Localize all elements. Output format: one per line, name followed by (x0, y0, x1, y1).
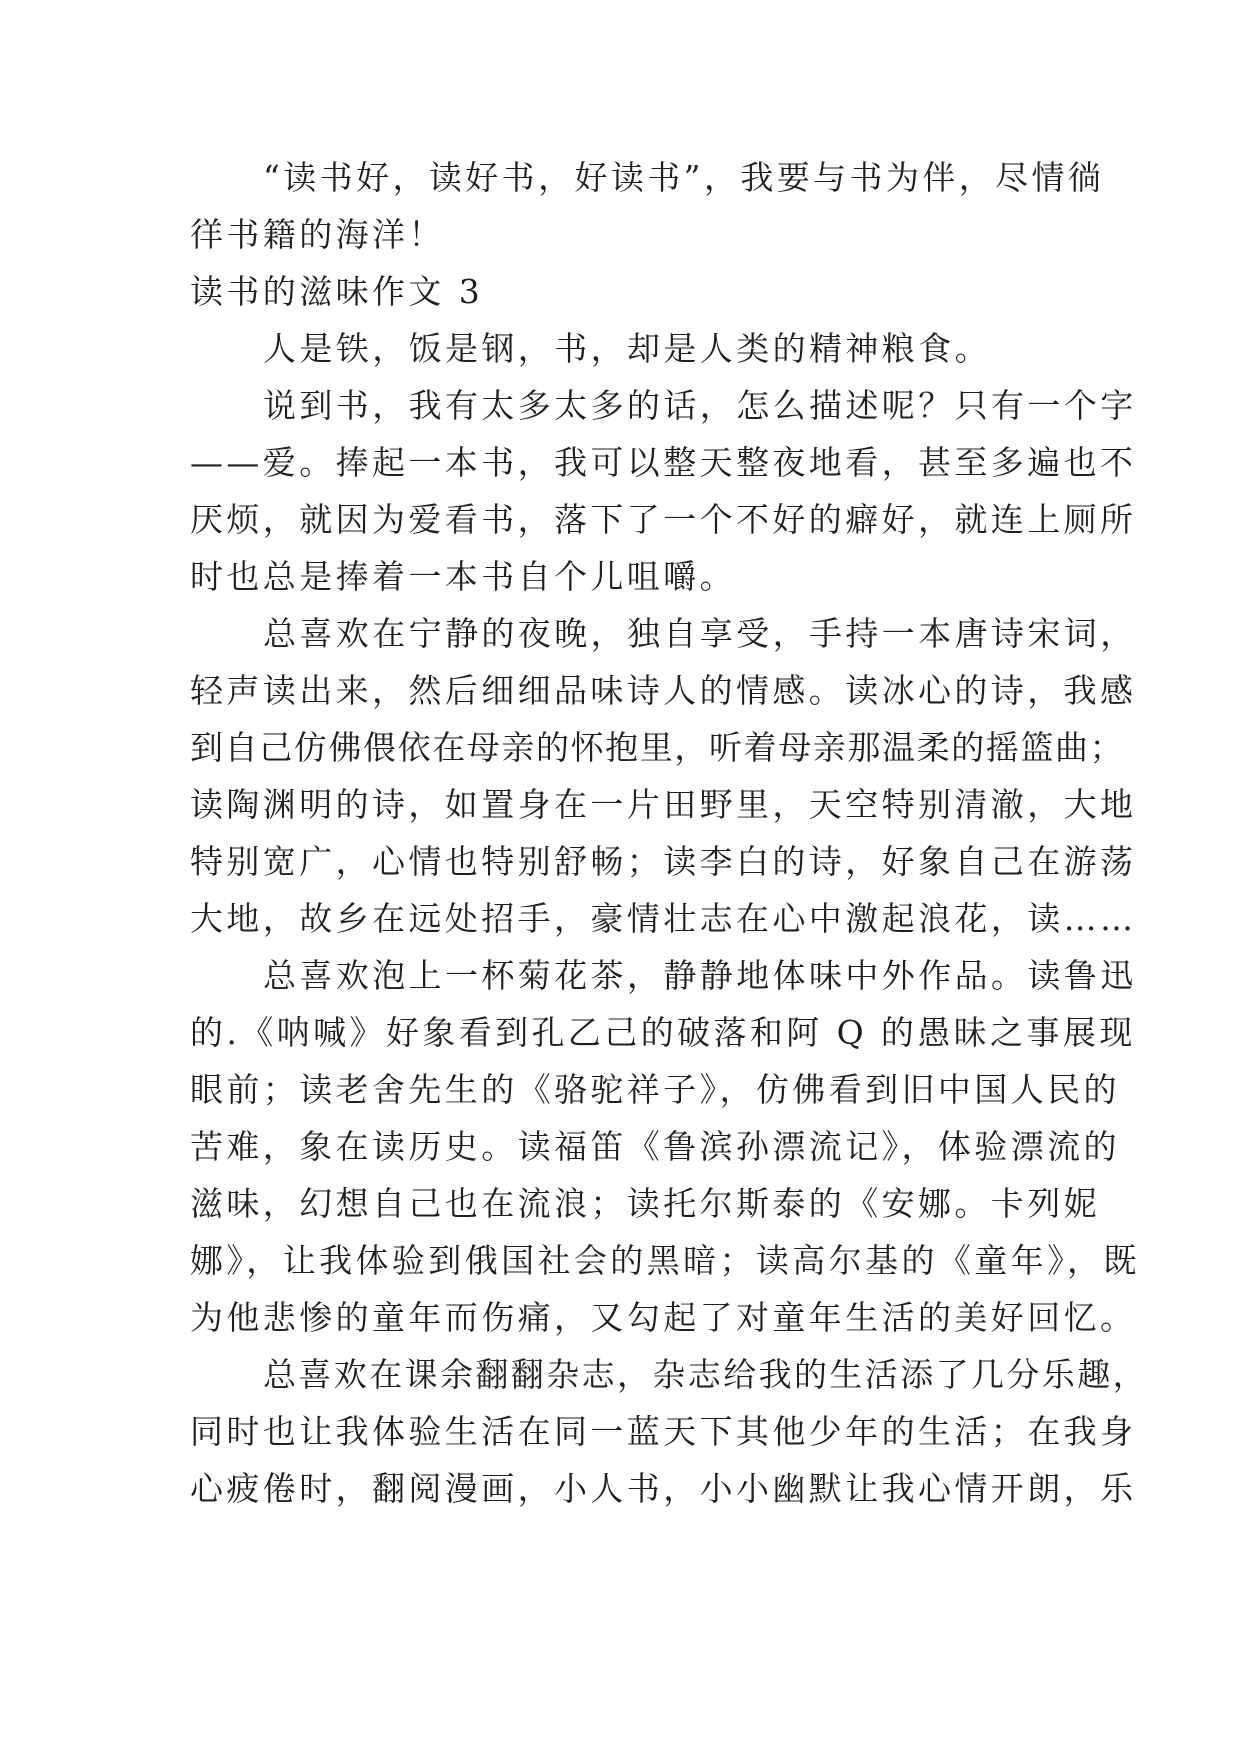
text-line: 苦难，象在读历史。读福笛《鲁滨孙漂流记》，体验漂流的 (190, 1127, 1120, 1166)
text-line: 总喜欢在课余翻翻杂志，杂志给我的生活添了几分乐趣， (263, 1355, 1148, 1394)
text-line: 为他悲惨的童年而伤痛，又勾起了对童年生活的美好回忆。 (190, 1298, 1137, 1337)
text-line: “读书好，读好书，好读书”，我要与书为伴，尽情徜 (263, 158, 1105, 197)
text-line: 总喜欢在宁静的夜晚，独自享受，手持一本唐诗宋词， (263, 614, 1137, 653)
text-line: 人是铁，饭是钢，书，却是人类的精神粮食。 (263, 329, 991, 368)
text-line: 说到书，我有太多太多的话，怎么描述呢？只有一个字 (263, 386, 1137, 425)
text-line: 心疲倦时，翻阅漫画，小人书，小小幽默让我心情开朗，乐 (190, 1469, 1137, 1508)
text-line: 娜》，让我体验到俄国社会的黑暗；读高尔基的《童年》，既 (190, 1241, 1140, 1280)
text-line: 滋味，幻想自己也在流浪；读托尔斯泰的《安娜。卡列妮 (190, 1184, 1100, 1223)
text-line: 的.《呐喊》好象看到孔乙己的破落和阿 Q 的愚昧之事展现 (190, 1013, 1136, 1052)
text-line: 时也总是捧着一本书自个儿咀嚼。 (190, 557, 736, 596)
text-line: 徉书籍的海洋！ (190, 215, 445, 254)
text-line: 眼前；读老舍先生的《骆驼祥子》，仿佛看到旧中国人民的 (190, 1070, 1120, 1109)
text-line: 特别宽广，心情也特别舒畅；读李白的诗，好象自己在游荡 (190, 842, 1137, 881)
text-line: 厌烦，就因为爱看书，落下了一个不好的癖好，就连上厕所 (190, 500, 1137, 539)
text-line: 轻声读出来，然后细细品味诗人的情感。读冰心的诗，我感 (190, 671, 1137, 710)
text-line: 大地，故乡在远处招手，豪情壮志在心中激起浪花，读…… (190, 899, 1137, 938)
text-line: 总喜欢泡上一杯菊花茶，静静地体味中外作品。读鲁迅 (263, 956, 1137, 995)
text-line: 读陶渊明的诗，如置身在一片田野里，天空特别清澈，大地 (190, 785, 1137, 824)
text-line: ——爱。捧起一本书，我可以整天整夜地看，甚至多遍也不 (190, 443, 1137, 482)
text-line: 同时也让我体验生活在同一蓝天下其他少年的生活；在我身 (190, 1412, 1137, 1451)
section-heading: 读书的滋味作文 3 (190, 272, 484, 311)
text-line: 到自己仿佛偎依在母亲的怀抱里，听着母亲那温柔的摇篮曲； (190, 728, 1125, 767)
